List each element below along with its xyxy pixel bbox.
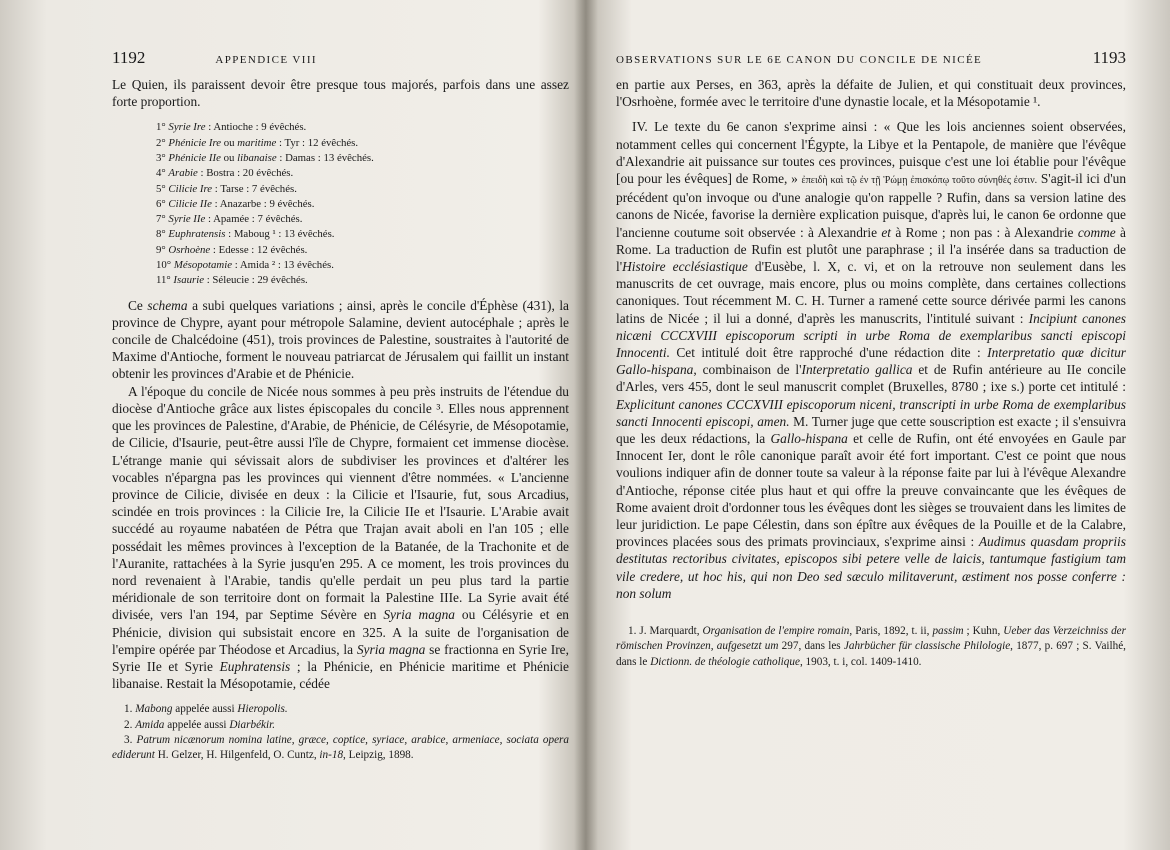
right-running-head bbox=[616, 48, 1126, 76]
province-list-item: 8° Euphratensis : Maboug ¹ : 13 évêchés. bbox=[156, 228, 335, 241]
left-footnote-3: 3. Patrum nicænorum nomina latine, græce, coptice, syriace, arabice, armeniace, sociata opera ediderunt H. Gelzer, H. Hilgenfeld, O. Cuntz, in-18, Leipzig, 1898. bbox=[112, 733, 569, 761]
left-body bbox=[112, 76, 569, 692]
left-footnotes bbox=[112, 702, 569, 763]
left-footnote-1: 1. Mabong appelée aussi Hieropolis. bbox=[124, 703, 288, 716]
province-list-item: 5° Cilicie Ire : Tarse : 7 évêchés. bbox=[156, 182, 297, 195]
left-paragraph-2: A l'époque du concile de Nicée nous sommes à peu près instruits de l'étendue du diocèse d'Antioche grâce aux listes épiscopales du concile ³. Elles nous apprennent que les provinces de Palestine, d'Arabie, de Phénicie, de Célésyrie, de Mésopotamie, de Cilicie, d'Isaurie, peut-être aussi l'île de Chypre, formaient cet immense diocèse. L'étrange manie qui sévissait alors de subdiviser les provinces et d'altérer les vocables n'épargna pas les provinces qui viennent d'être nommées. « L'ancienne province de Cilicie, divisée en deux : la Cilicie et l'Isaurie, fut, sous Arcadius, scindée en trois provinces : la Cilicie Ire, la Cilicie IIe et l'Isaurie. L'Arabie avait succédé au royaume nabatéen de Pétra que Trajan avait aboli en l'an 105 ; elle possédait les mêmes provinces à l'exception de la Batanée, de la Trachonite et de l'Auranite, rattachées à la Syrie jusqu'en 295. A ce moment, les trois provinces du nord revenaient à l'Arabie, tandis qu'elle perdait un peu plus tard la partie méridionale de son territoire dont on formait la Palestine IIIe. La Syrie avait été divisée, vers l'an 194, par Septime Sévère en Syria magna ou Célésyrie et en Phénicie, division qui subsistait encore en 325. A la suite de l'organisation de l'empire opérée par Théodose et Arcadius, la Syria magna se fractionna en Syrie Ire, Syrie IIe et Syrie Euphratensis ; la Phénicie, en Phénicie maritime et Phénicie libanaise. Restait la Mésopotamie, cédée bbox=[112, 383, 569, 692]
right-paragraph-0: en partie aux Perses, en 363, après la défaite de Julien, et qui constituait deux provinces, l'Osrhoène, formée avec le territoire d'une dynastie locale, et la Mésopotamie ¹. bbox=[616, 77, 1126, 110]
province-list-item: 1° Syrie Ire : Antioche : 9 évêchés. bbox=[156, 121, 307, 134]
right-body bbox=[616, 76, 1126, 602]
province-list-item: 2° Phénicie Ire ou maritime : Tyr : 12 évêchés. bbox=[156, 136, 359, 149]
right-page-number: 1193 bbox=[1092, 48, 1126, 67]
province-list-item: 9° Osrhoène : Edesse : 12 évêchés. bbox=[156, 243, 308, 256]
province-list-item: 10° Mésopotamie : Amida ² : 13 évêchés. bbox=[156, 259, 334, 272]
province-list-item: 7° Syrie IIe : Apamée : 7 évêchés. bbox=[156, 213, 303, 226]
left-footnote-2: 2. Amida appelée aussi Diarbékir. bbox=[124, 718, 276, 731]
right-footnotes bbox=[616, 624, 1126, 670]
province-list-item: 6° Cilicie IIe : Anazarbe : 9 évêchés. bbox=[156, 197, 315, 210]
right-paragraph-1: IV. Le texte du 6e canon s'exprime ainsi : « Que les lois anciennes soient observées, notamment celles qui concernent l'Égypte, la Libye et la Pentapole, de manière que l'évêque d'Alexandrie ait puissance sur toutes ces provinces, puisque c'est une loi établie pour l'évêque [ou pour les évêques] de Rome, » ἐπειδὴ καὶ τῷ ἐν τῇ Ῥώμῃ ἐπισκόπῳ τοῦτο σύνηθές ἐστιν. S'agit-il ici d'un précédent qu'on invoque ou d'une analogie qu'on rappelle ? Rufin, dans sa version latine des canons de Nicée, favorise la dernière explication puisque, d'après lui, le canon 6e ordonne que l'ancienne coutume soit observée : à Alexandrie et à Rome ; non pas : à Alexandrie comme à Rome. La traduction de Rufin est plutôt une paraphrase ; il l'a insérée dans sa traduction de l'Histoire ecclésiastique d'Eusèbe, l. X, c. vi, et on la retrouve non seulement dans les manuscrits de cet ouvrage, mais encore, plus ou moins complète, dans certaines collections canoniques. Tout récemment M. C. H. Turner a ramené cette source dérivée parmi les canons latins de Nicée ; il lui a donné, d'après les manuscrits, l'intitulé suivant : Incipiunt canones nicæni CCCXVIII episcoporum scripti in urbe Roma de exemplaribus sancti episcopi Innocenti. Cet intitulé doit être rapproché d'une rédaction dite : Interpretatio quæ dicitur Gallo-hispana, combinaison de l'Interpretatio gallica et de Rufin antérieure au IIe concile d'Arles, vers 455, dont le seul manuscrit complet (Bruxelles, 8780 ; ixe s.) porte cet intitulé : Explicitunt canones CCCXVIII episcoporum niceni, transcripti in urbe Roma de exemplaribus sancti Innocenti episcopi, amen. M. Turner juge que cette souscription est exacte ; il s'ensuivra que les deux rédactions, la Gallo-hispana et celle de Rufin, ont été envoyées en Gaule par Innocent Ier, dont le rôle canonique paraît avoir été fort important. C'est ce point que nous voulions indiquer afin de donner toute sa valeur à la réponse faite par lui à l'évêque Alexandre d'Antioche, réponse citée plus haut et qui offre la preuve convaincante que les évêques de Rome avaient droit d'ordonner tous les évêques dont les sièges se trouvaient dans les limites de leur juridiction. Le pape Célestin, dans son épître aux évêques de la Pouille et de la Calabre, provinces placées sous des primats provinciaux, s'exprime ainsi : Audimus quasdam propriis destitutas rectoribus civitates, episcopos sibi petere velle de laicis, tantumque fastigium tam vile credere, ut hoc his, qui non Deo sed sæculo militaverunt, æstiment nos posse conferre : non solum bbox=[616, 119, 1127, 601]
right-running-title: OBSERVATIONS SUR LE 6E CANON DU CONCILE DE NICÉE bbox=[616, 54, 983, 66]
left-page-number: 1192 bbox=[112, 48, 146, 67]
province-list-item: 11° Isaurie : Séleucie : 29 évêchés. bbox=[156, 274, 308, 287]
left-running-head bbox=[112, 48, 569, 76]
left-paragraph-1: Ce schema a subi quelques variations ; ainsi, après le concile d'Éphèse (431), la province de Chypre, ayant pour métropole Salamine, devient autocéphale ; après le concile de Chalcédoine (451), trois provinces de Palestine, soustraites à l'autorité de Maxime d'Antioche, forment le nouveau patriarcat de Jérusalem qui faillit un instant obtenir les provinces d'Arabie et de Phénicie. bbox=[112, 297, 569, 382]
right-footnote-1: 1. J. Marquardt, Organisation de l'empire romain, Paris, 1892, t. ii, passim ; Kuhn, Ueber das Verzeichniss der römischen Provinzen, aufgesetzt um 297, dans les Jahrbücher für classische Philologie, 1877, p. 697 ; S. Vailhé, dans le Dictionn. de théologie catholique, 1903, t. i, col. 1409-1410. bbox=[616, 625, 1126, 668]
province-list-item: 3° Phénicie IIe ou libanaise : Damas : 13 évêchés. bbox=[156, 152, 374, 164]
right-page bbox=[598, 0, 1170, 850]
province-list bbox=[156, 120, 569, 288]
left-running-title: APPENDICE VIII bbox=[215, 54, 317, 66]
province-list-item: 4° Arabie : Bostra : 20 évêchés. bbox=[156, 167, 294, 180]
left-intro: Le Quien, ils paraissent devoir être presque tous majorés, parfois dans une assez forte proportion. bbox=[112, 77, 569, 110]
